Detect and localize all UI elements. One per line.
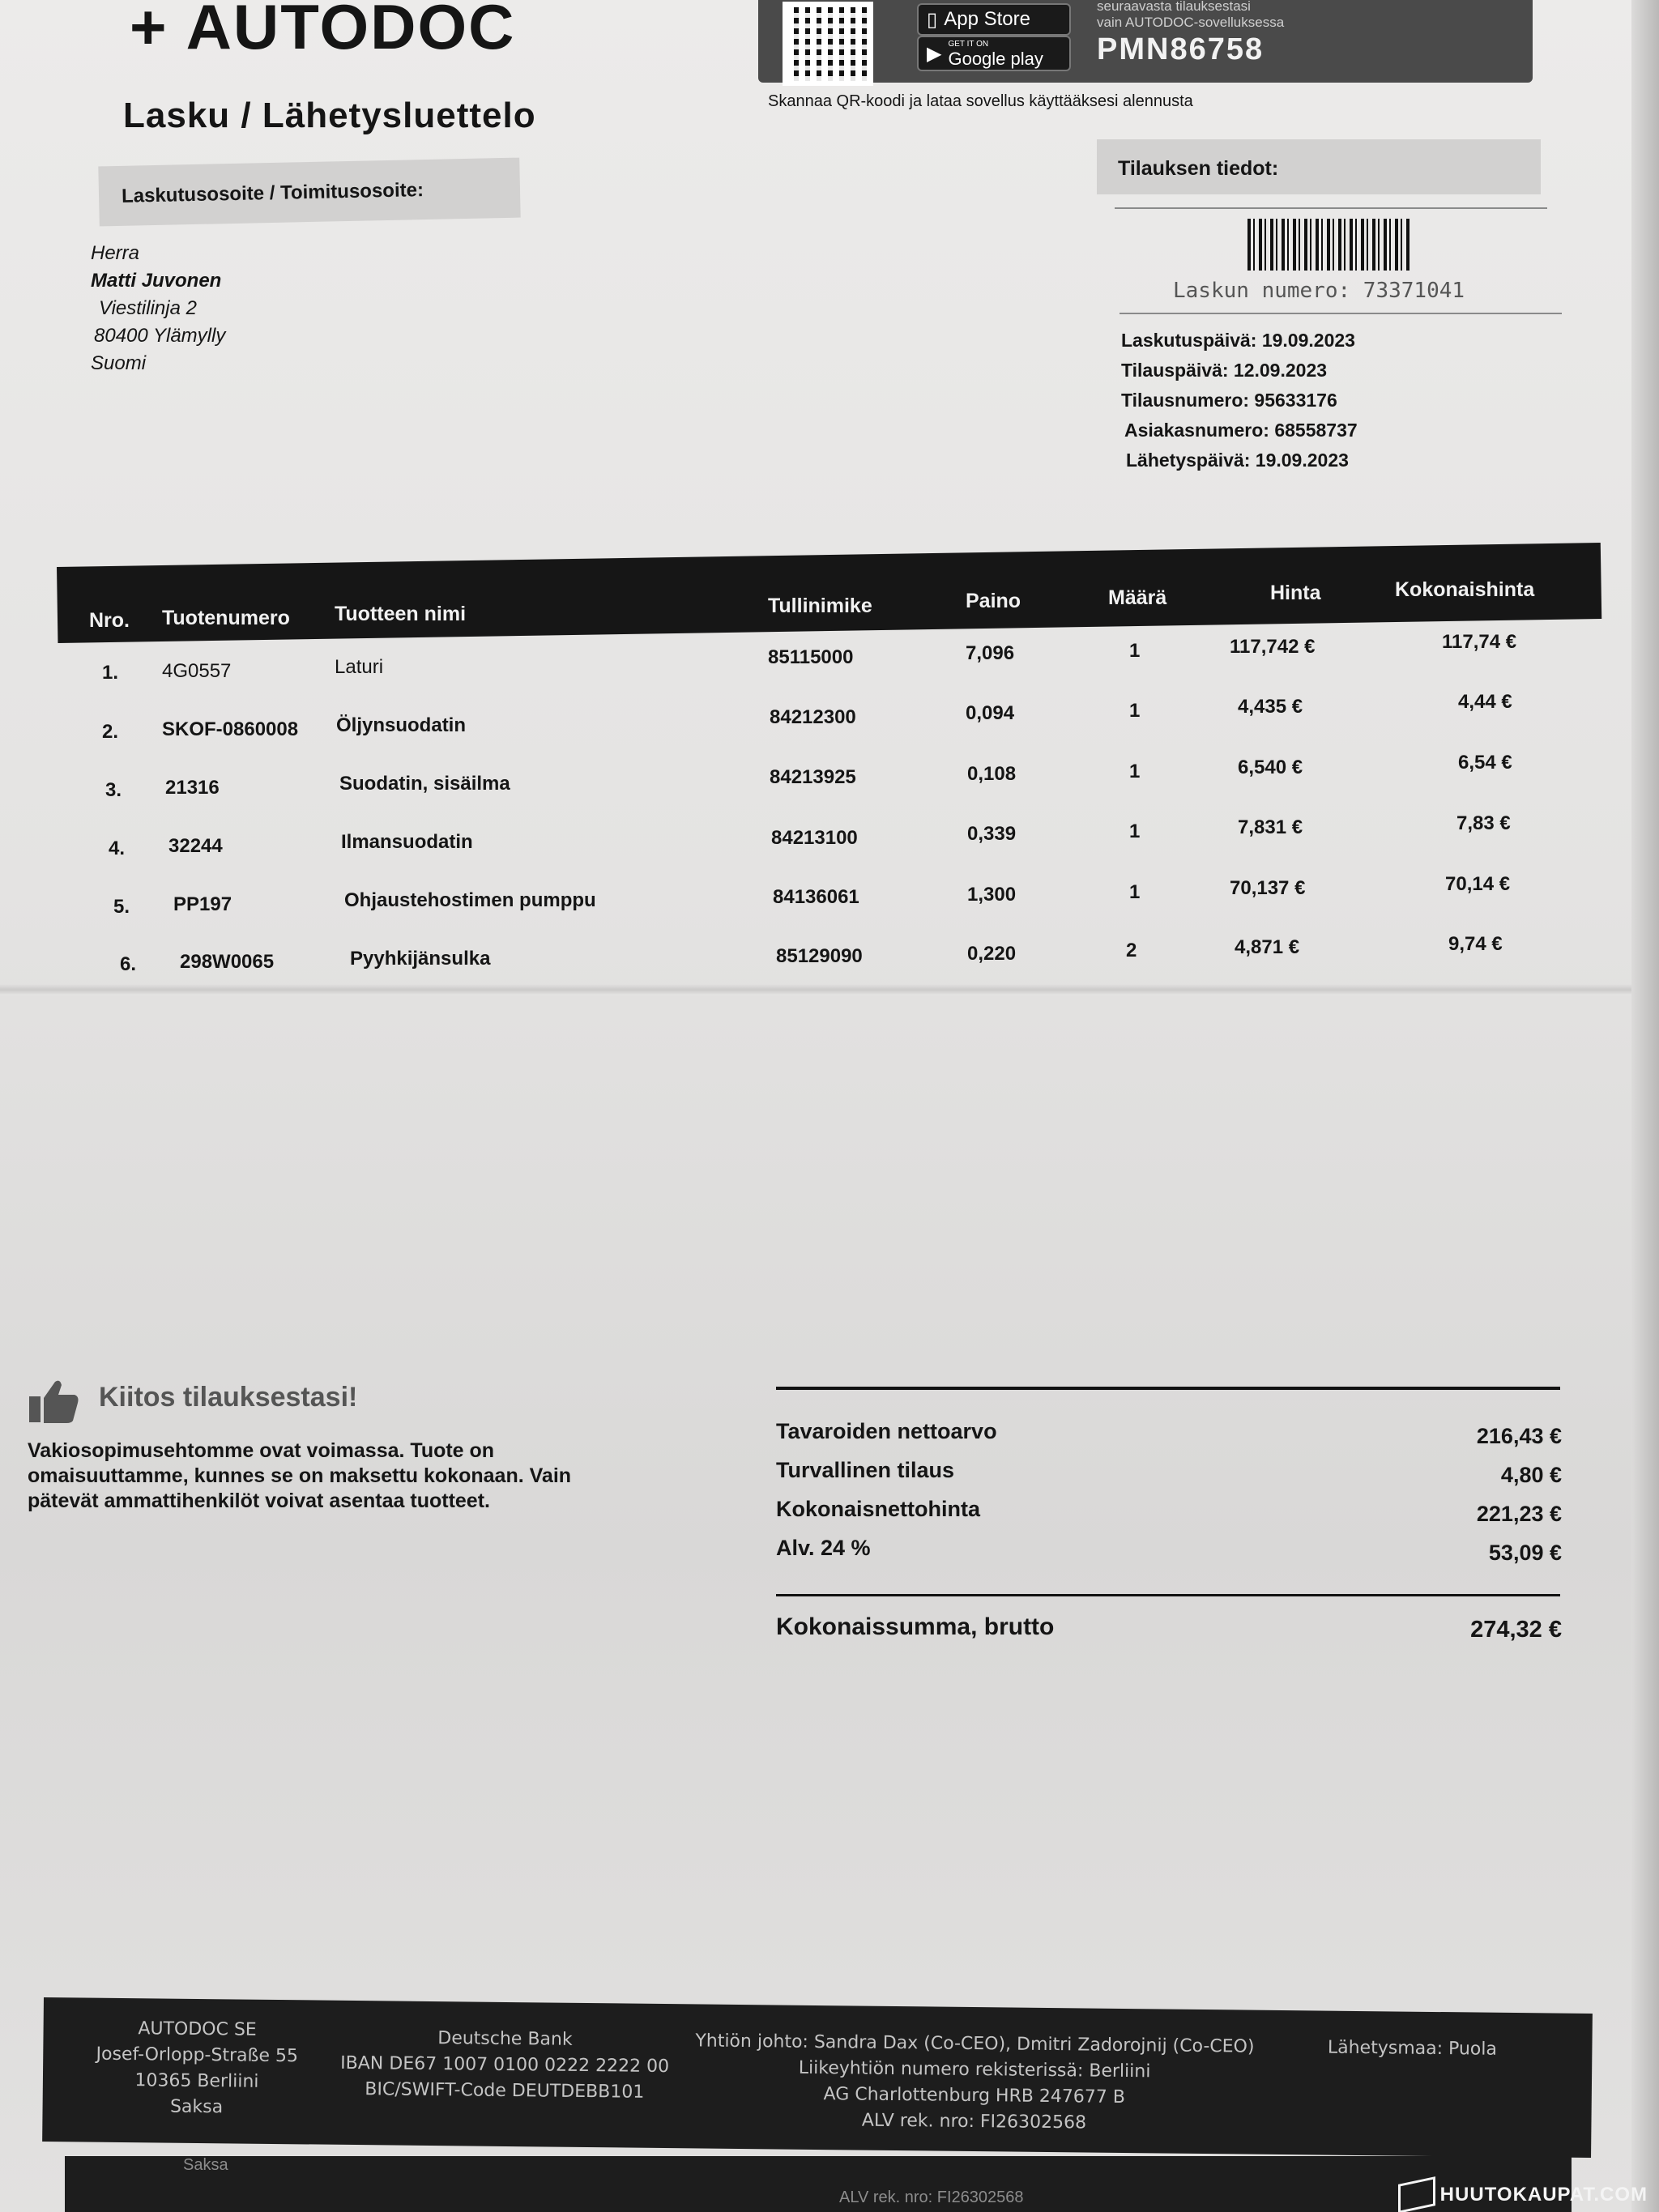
- totals-bottom-rule: [776, 1594, 1560, 1596]
- footer-bank: Deutsche Bank IBAN DE67 1007 0100 0222 2222 00 BIC/SWIFT-Code DEUTDEBB101: [340, 2028, 670, 2103]
- barcode-icon: [1247, 219, 1411, 271]
- paper-edge: [1631, 0, 1659, 2212]
- paper-fold: [0, 984, 1659, 995]
- watermark-logo-icon: [1398, 2176, 1435, 2212]
- thumbs-up-icon: [28, 1377, 79, 1424]
- col-header-quantity: Määrä: [1108, 586, 1167, 609]
- order-number: Tilausnumero: 95633176: [1121, 390, 1337, 411]
- billing-heading: Laskutusosoite / Toimitusosoite:: [121, 179, 424, 207]
- phone-icon: ▯: [927, 8, 938, 31]
- qr-code-icon: [783, 2, 873, 86]
- order-date: Tilauspäivä: 12.09.2023: [1121, 360, 1328, 381]
- billing-heading-box: [98, 158, 520, 227]
- total-label-vat: Alv. 24 %: [776, 1536, 871, 1560]
- total-value-secure-order: 4,80 €: [1500, 1463, 1562, 1487]
- ship-date: Lähetyspäivä: 19.09.2023: [1126, 450, 1349, 471]
- invoice-number: Laskun numero: 73371041: [1173, 279, 1465, 303]
- google-play-label: Google play: [948, 49, 1043, 69]
- total-value-net-price: 221,23 €: [1476, 1502, 1562, 1526]
- footer-ghost-right: ALV rek. nro: FI26302568: [839, 2189, 1024, 2206]
- col-header-customs-code: Tullinimike: [768, 595, 872, 617]
- order-heading: Tilauksen tiedot:: [1118, 157, 1279, 180]
- total-value-net-goods: 216,43 €: [1476, 1424, 1562, 1448]
- col-header-nro: Nro.: [89, 609, 130, 632]
- app-promo-banner: [758, 0, 1533, 83]
- thanks-text: Vakiosopimusehtomme ovat voimassa. Tuote on omaisuuttamme, kunnes se on maksettu kokonaan. Vain pätevät ammattihenkilöt voivat asentaa tuotteet.: [28, 1439, 572, 1512]
- totals-top-rule: [776, 1387, 1560, 1390]
- second-page-footer: [65, 2156, 1572, 2212]
- grand-total-label: Kokonaissumma, brutto: [776, 1613, 1055, 1640]
- google-play-badge: [917, 36, 1071, 71]
- country: Suomi: [91, 352, 147, 374]
- footer-ghost-left: Saksa: [183, 2156, 228, 2174]
- order-meta: [1121, 326, 1358, 475]
- street: Viestilinja 2: [99, 297, 197, 319]
- footer-ship-country: Lähetysmaa: Puola: [1327, 2037, 1498, 2060]
- divider: [1115, 207, 1547, 209]
- total-label-net-price: Kokonaisnettohinta: [776, 1497, 981, 1521]
- total-value-vat: 53,09 €: [1488, 1541, 1562, 1565]
- logo-plus: +: [130, 0, 168, 62]
- footer: [42, 1997, 1593, 2158]
- total-label-net-goods: Tavaroiden nettoarvo: [776, 1419, 997, 1443]
- city: 80400 Ylämylly: [94, 325, 226, 347]
- footer-management: Yhtiön johto: Sandra Dax (Co-CEO), Dmitri Zadorojnij (Co-CEO) Liikeyhtiön numero rekisterissä: Berliini AG Charlottenburg HRB 247677 B ALV rek. nro: FI26302568: [695, 2031, 1255, 2133]
- col-header-product-number: Tuotenumero: [162, 607, 290, 629]
- salutation: Herra: [91, 242, 140, 264]
- grand-total-value: 274,32 €: [1470, 1617, 1562, 1643]
- promo-code: PMN86758: [1097, 32, 1265, 66]
- site-watermark: HUUTOKAUPAT.COM: [1398, 2180, 1648, 2210]
- qr-caption: Skannaa QR-koodi ja lataa sovellus käyttääksesi alennusta: [768, 92, 1193, 110]
- thanks-title: Kiitos tilauksestasi!: [99, 1382, 358, 1413]
- col-header-price: Hinta: [1270, 582, 1321, 604]
- customer-name: Matti Juvonen: [91, 270, 222, 292]
- google-pre-label: GET IT ON: [948, 40, 989, 49]
- col-header-weight: Paino: [966, 590, 1021, 612]
- footer-company: AUTODOC SE Josef-Orlopp-Straße 55 10365 Berliini Saksa: [96, 2018, 299, 2118]
- billing-address: [91, 240, 225, 377]
- order-heading-box: [1097, 139, 1541, 194]
- customer-number: Asiakasnumero: 68558737: [1124, 420, 1358, 441]
- divider: [1120, 313, 1562, 314]
- promo-small-text: seuraavasta tilauksestasi vain AUTODOC-sovelluksessa: [1097, 0, 1285, 30]
- app-store-badge: [917, 3, 1071, 36]
- logo-text: AUTODOC: [186, 0, 516, 62]
- col-header-product-name: Tuotteen nimi: [335, 603, 467, 625]
- total-label-secure-order: Turvallinen tilaus: [776, 1458, 955, 1482]
- app-store-label: App Store: [944, 8, 1030, 30]
- autodoc-logo: [130, 0, 515, 64]
- invoice-date: Laskutuspäivä: 19.09.2023: [1121, 330, 1355, 351]
- invoice-paper: + AUTODOC ▯ App Store ▶ GET IT ON Google play seuraavasta tilauksestasi vain AUTODOC-sovelluksessa PMN86758 Skannaa QR-koodi ja lataa sovellus käyttääksesi alennusta Lasku / Lähetysluettelo Laskutusosoite / Toimitusosoite: Herra Matti Juvonen Viestilinja 2 80400 Ylämylly Suomi Tilauksen tiedot: Laskun numero: 73371041 Laskutuspäivä: 19.09.2023 Tilauspäivä: 12.09.2023 Tilausnumero: 95633176 Asiakasnumero: 68558737 Lähetyspäivä: 19.09.2023 Nro. Tuotenumero Tuotteen nimi Tullinimike Paino Määrä Hinta Kokonaishinta 1. 4G0557 Laturi 85115000 7,096 1 117,742 € 117,74 € 2. SKOF-0860008 Öljynsuodatin 84212300 0,094 1 4,435 € 4,44 € 3. 21316 Suodatin, sisäilma 84213925 0,108 1 6,540 € 6,54 € 4. 32244 Ilmansuodatin 84213100 0,339 1 7,831 € 7,83 € 5. PP197 Ohjaustehostimen pumppu 84136061 1,300 1 70,137 € 70,14 € 6. 298W0065 Pyyhkijänsulka 85129090 0,220 2 4,871 € 9,74 € Kiitos tilauksestasi! Vakiosopimusehtomme ovat voimassa. Tuote on omaisuuttamme, kunnes se on maksettu kokonaan. Vain pätevät ammattihenkilöt voivat asentaa tuotteet. Tavaroiden nettoarvo 216,43 € Turvallinen tilaus 4,80 € Kokonaisnettohinta 221,23 € Alv. 24 % 53,09 € Kokonaissumma, brutto 274,32 € AUTODOC SE Josef-Orlopp-Straße 55 10365 Berliini Saksa Deutsche Bank IBAN DE67 1007 0100 0222 2222 00 BIC/SWIFT-Code DEUTDEBB101 Yhtiön johto: Sandra Dax (Co-CEO), Dmitri Zadorojnij (Co-CEO) Liikeyhtiön numero rekisterissä: Berliini AG Charlottenburg HRB 247677 B ALV rek. nro: FI26302568 Lähetysmaa: Puola Saksa ALV rek. nro: FI26302568 HUUTOKAUPAT.COM: [0, 0, 1659, 2212]
- page-title: Lasku / Lähetysluettelo: [123, 96, 536, 135]
- col-header-total: Kokonaishinta: [1395, 578, 1535, 601]
- play-icon: ▶: [927, 42, 942, 65]
